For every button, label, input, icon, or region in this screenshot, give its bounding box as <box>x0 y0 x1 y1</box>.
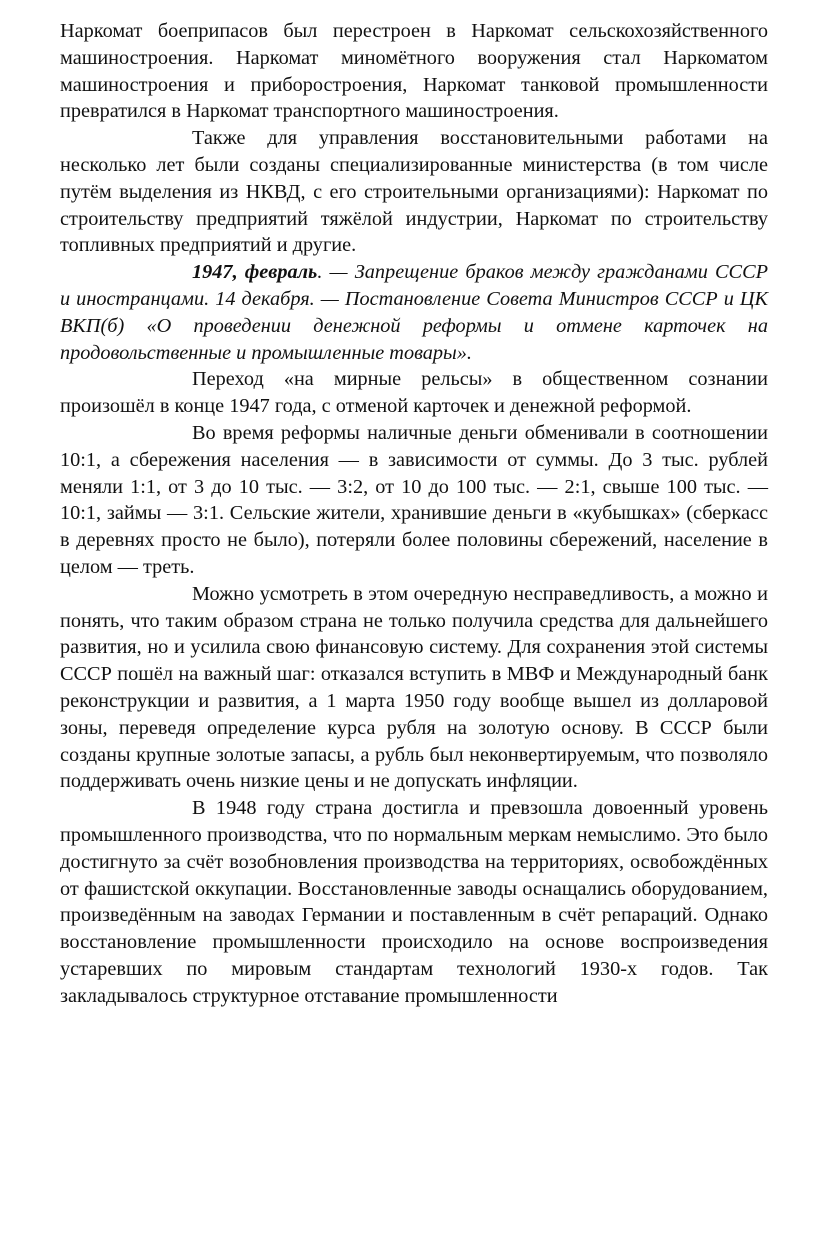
paragraph-financial-system: Можно усмотреть в этом очередную несправедливость, а можно и понять, что таким образом страна не только получила средства для дальнейшего развития, но и усилила свою финансовую систему. Для сохранения этой системы СССР пошёл на важный шаг: отказался вступить в МВФ и Международный банк реконструкции и развития, а 1 марта 1950 году вообще вышел из долларовой зоны, переведя определение курса рубля на золотую основу. В СССР были созданы крупные золотые запасы, а рубль был неконвертируемым, что позволяло поддерживать очень низкие цены и не допускать инфляции. <box>60 582 768 793</box>
document-page <box>60 18 768 1009</box>
chronology-date-label: 1947, февраль <box>192 261 318 284</box>
paragraph-peaceful-transition: Переход «на мирные рельсы» в общественном сознании произошёл в конце 1947 года, с отменой карточек и денежной реформой. <box>60 368 768 418</box>
paragraph-chronology-1947 <box>60 259 768 366</box>
paragraph-specialized-ministries: Также для управления восстановительными работами на несколько лет были созданы специализированные министерства (в том числе путём выделения из НКВД, с его строительными организациями): Наркомат по строительству предприятий тяжёлой индустрии, Наркомат по строительству топливных предприятий и другие. <box>60 127 768 257</box>
paragraph-industrial-recovery: В 1948 году страна достигла и превзошла довоенный уровень промышленного производства, что по нормальным меркам немыслимо. Это было достигнуто за счёт возобновления производства на территориях, освобождённых от фашистской оккупации. Восстановленные заводы оснащались оборудованием, произведённым на заводах Германии и поставленным в счёт репараций. Однако восстановление промышленности происходило на основе воспроизведения устаревших по мировым стандартам технологий 1930-х годов. Так закладывалось структурное отставание промышленности <box>60 797 768 1007</box>
paragraph-reform-exchange-rates: Во время реформы наличные деньги обменивали в соотношении 10:1, а сбережения населения — в зависимости от суммы. До 3 тыс. рублей меняли 1:1, от 3 до 10 тыс. — 3:2, от 10 до 100 тыс. — 2:1, свыше 100 тыс. — 10:1, займы — 3:1. Сельские жители, хранившие деньги в «кубышках» (сберкасс в деревнях просто не было), потеряли более половины сбережений, население в целом — треть. <box>60 421 768 578</box>
paragraph-narkomat-reorganization: Наркомат боеприпасов был перестроен в Наркомат сельскохозяйственного машиностроения. Наркомат миномётного вооружения стал Наркоматом машиностроения и приборостроения, Наркомат танковой промышленности превратился в Наркомат транспортного машиностроения. <box>60 20 768 123</box>
chronology-text: . — Запрещение браков между гражданами СССР и иностранцами. 14 декабря. — Постановление Совета Министров СССР и ЦК ВКП(б) «О проведении денежной реформы и отмене карточек на продовольственные и промышленные товары». <box>60 261 768 364</box>
